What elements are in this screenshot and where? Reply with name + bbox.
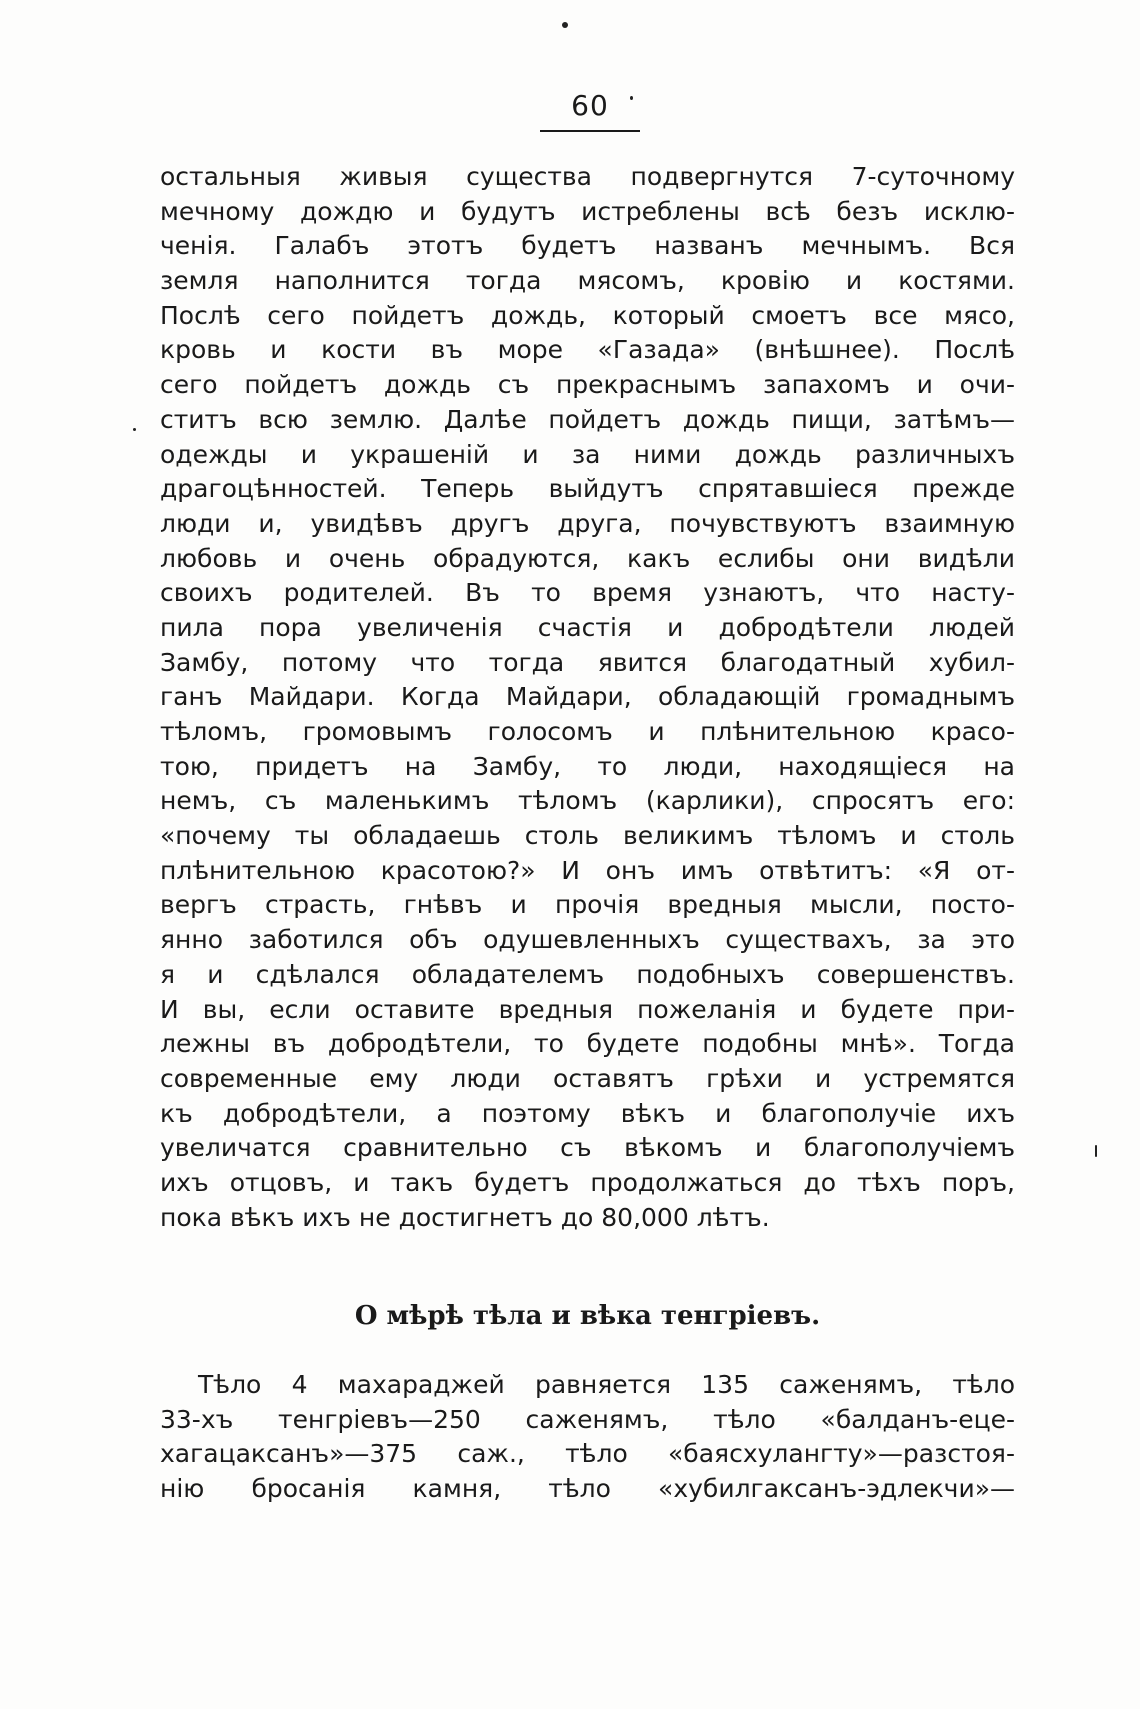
text-line: И вы, если оставите вредныя пожеланія и будете при- — [160, 994, 1015, 1024]
text-line: плѣнительною красотою?» И онъ имъ отвѣтитъ: «Я от- — [160, 855, 1015, 885]
text-line: 33-хъ тенгріевъ—250 саженямъ, тѣло «балданъ-еце- — [160, 1404, 1015, 1434]
text-line: нію бросанія камня, тѣло «хубилгаксанъ-эдлекчи»— — [160, 1474, 1015, 1504]
text-line: ститъ всю землю. Далѣе пойдетъ дождь пищи, затѣмъ— — [160, 404, 1015, 434]
text-line: драгоцѣнностей. Теперь выйдутъ спрятавшіеся прежде — [160, 474, 1015, 504]
paragraph-main — [160, 160, 1015, 1235]
text-line: ченія. Галабъ этотъ будетъ названъ мечнымъ. Вся — [160, 231, 1015, 261]
text-line: ганъ Майдари. Когда Майдари, обладающій громаднымъ — [160, 682, 1015, 712]
text-line: увеличатся сравнительно съ вѣкомъ и благополучіемъ — [160, 1133, 1015, 1163]
section-heading: О мѣрѣ тѣла и вѣка тенгріевъ. — [354, 1301, 821, 1331]
text-line: къ добродѣтели, а поэтому вѣкъ и благополучіе ихъ — [160, 1098, 1015, 1128]
text-line: Тѣло 4 махараджей равняется 135 саженямъ, тѣло — [198, 1370, 1015, 1399]
text-line: «почему ты обладаешь столь великимъ тѣломъ и столь — [160, 821, 1015, 851]
text-line: хагацаксанъ»—375 саж., тѣло «баясхулангту»—разстоя- — [160, 1439, 1015, 1469]
text-line: кровь и кости въ море «Газада» (внѣшнее). Послѣ — [160, 335, 1015, 365]
text-line: земля наполнится тогда мясомъ, кровію и костями. — [160, 266, 1015, 296]
text-line: янно заботился объ одушевленныхъ существахъ, за это — [160, 925, 1015, 955]
text-line: пока вѣкъ ихъ не достигнетъ до 80,000 лѣтъ. — [160, 1202, 770, 1232]
text-line: остальныя живыя существа подвергнутся 7-суточному — [160, 162, 1015, 191]
text-line: мечному дождю и будутъ истреблены всѣ безъ исклю- — [160, 196, 1015, 226]
header-rule — [540, 130, 640, 132]
print-speck — [133, 428, 136, 431]
text-line: своихъ родителей. Въ то время узнаютъ, что насту- — [160, 578, 1015, 608]
text-line: Замбу, потому что тогда явится благодатный хубил- — [160, 647, 1015, 677]
page-header — [540, 88, 640, 132]
print-speck — [1095, 1145, 1097, 1157]
text-line: немъ, съ маленькимъ тѣломъ (карлики), спросятъ его: — [160, 786, 1015, 816]
text-line: тою, придетъ на Замбу, то люди, находящіеся на — [160, 751, 1015, 781]
page-number: 60 — [571, 89, 609, 122]
text-line: пила пора увеличенія счастія и добродѣтели людей — [160, 612, 1015, 642]
text-line: современные ему люди оставятъ грѣхи и устремятся — [160, 1063, 1015, 1093]
paragraph-section — [160, 1368, 1015, 1507]
text-line: лежны въ добродѣтели, то будете подобны мнѣ». Тогда — [160, 1029, 1015, 1059]
text-line: люди и, увидѣвъ другъ друга, почувствуютъ взаимную — [160, 508, 1015, 538]
text-line: ихъ отцовъ, и такъ будетъ продолжаться до тѣхъ поръ, — [160, 1167, 1015, 1197]
text-line: Послѣ сего пойдетъ дождь, который смоетъ все мясо, — [160, 300, 1015, 330]
text-line: тѣломъ, громовымъ голосомъ и плѣнительною красо- — [160, 717, 1015, 746]
text-line: я и сдѣлался обладателемъ подобныхъ совершенствъ. — [160, 959, 1015, 989]
text-line: одежды и украшеній и за ними дождь различныхъ — [160, 439, 1015, 469]
print-speck — [562, 22, 568, 28]
text-line: сего пойдетъ дождь съ прекраснымъ запахомъ и очи- — [160, 370, 1015, 400]
text-line: любовь и очень обрадуются, какъ еслибы они видѣли — [160, 543, 1015, 573]
text-line: вергъ страсть, гнѣвъ и прочія вредныя мысли, посто- — [160, 890, 1015, 920]
